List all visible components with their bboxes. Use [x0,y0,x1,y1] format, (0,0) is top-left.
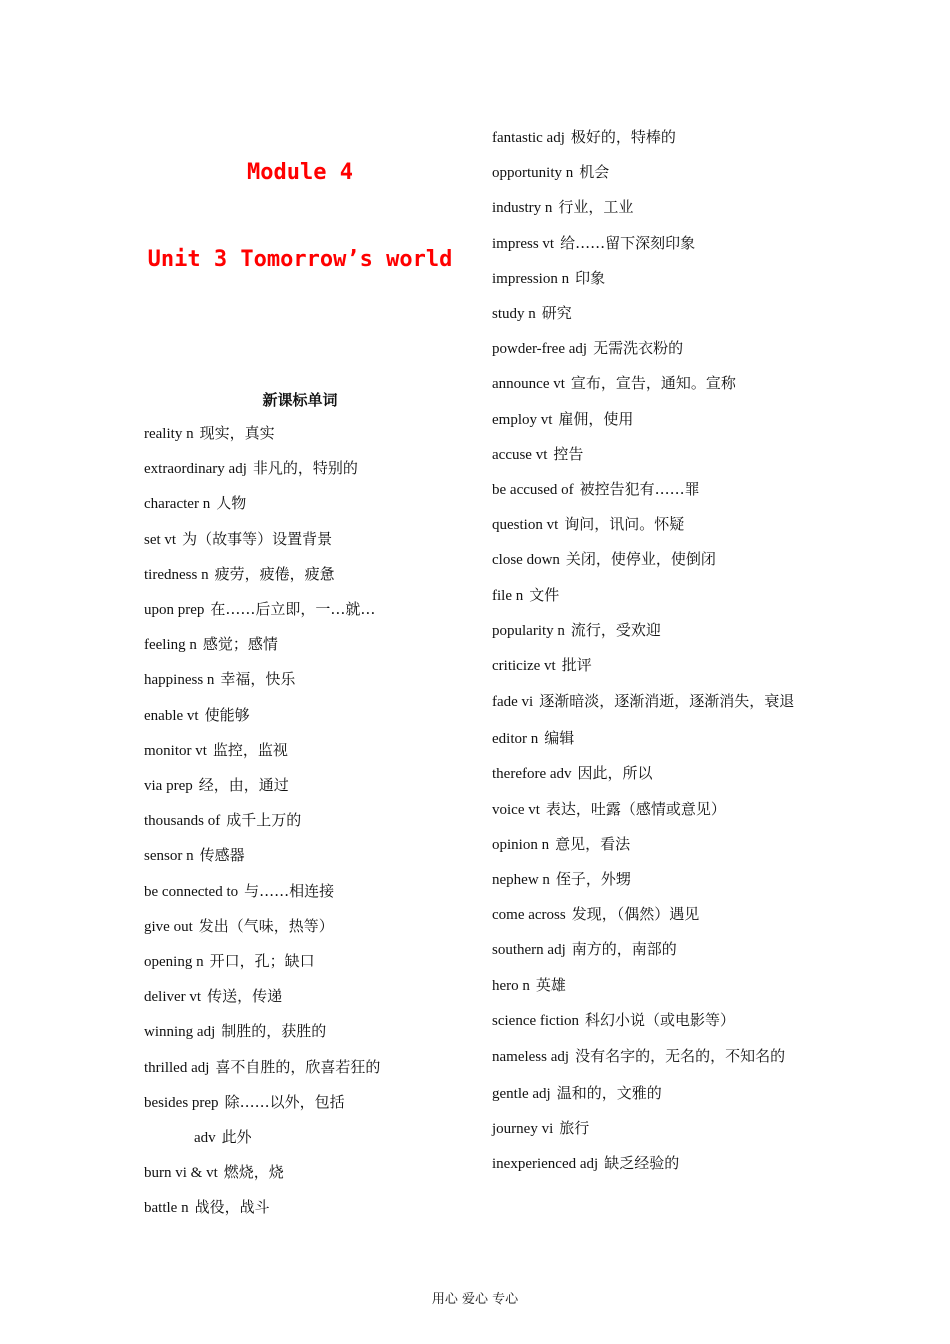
entry-word: adv [194,1130,216,1147]
entry-meaning: 制胜的，获胜的 [221,1022,327,1041]
entry-word: happiness n [144,672,215,689]
entry-meaning: 编辑 [544,729,575,748]
entry-meaning: 宣布，宣告，通知。宣称 [570,374,736,393]
entry-meaning: 为（故事等）设置背景 [182,529,333,548]
vocabulary-entry [492,437,812,472]
entry-meaning: 询问，讯问。怀疑 [564,515,685,534]
vocabulary-entry [492,507,812,542]
entry-meaning: 表达，吐露（感情或意见） [545,799,726,818]
vocabulary-entry [492,261,812,296]
entry-meaning: 印象 [575,268,606,287]
vocabulary-entry [492,296,812,331]
entry-word: fantastic adj [492,130,565,146]
entry-meaning: 成千上万的 [226,811,302,830]
entry-word: be connected to [144,883,239,900]
entry-meaning: 给……留下深刻印象 [560,233,696,252]
unit-title: Unit 3 Tomorrow’s world [147,247,453,272]
entry-meaning: 此外 [221,1128,252,1147]
vocabulary-entry [492,721,812,756]
entry-meaning: 缺乏经验的 [604,1154,680,1173]
entry-word: gentle adj [492,1086,551,1103]
page-footer: 用心 爱心 专心 [431,1292,519,1307]
entry-meaning: 极好的，特棒的 [570,128,676,146]
vocabulary-entry [144,1050,464,1085]
entry-word: editor n [492,731,539,748]
entry-meaning: 被控告犯有……罪 [579,480,700,499]
vocabulary-entry [492,1038,812,1076]
vocabulary-entry [144,768,464,803]
entry-word: extraordinary adj [144,461,247,478]
entry-word: therefore adv [492,766,572,783]
vocabulary-entry [144,944,464,979]
entry-word: thousands of [144,813,221,830]
entry-word: opportunity n [492,165,574,182]
entry-meaning: 战役，战斗 [194,1198,270,1217]
entry-word: powder-free adj [492,341,588,358]
vocabulary-entry [492,932,812,967]
vocabulary-entry [144,1014,464,1049]
vocabulary-entry [144,522,464,557]
entry-word: sensor n [144,848,194,865]
entry-meaning: 传送，传递 [207,987,283,1006]
vocabulary-entry [492,792,812,827]
entry-meaning: 现实，真实 [199,424,275,442]
section-heading: 新课标单词 [262,391,338,409]
entry-meaning: 非凡的，特别的 [252,459,358,478]
entry-meaning: 雇佣，使用 [558,409,634,428]
vocabulary-entry [492,472,812,507]
entry-meaning: 科幻小说（或电影等） [585,1010,736,1029]
entry-word: popularity n [492,622,565,639]
entry-meaning: 传感器 [199,846,245,865]
entry-meaning: 机会 [579,163,610,182]
entry-word: battle n [144,1200,189,1217]
vocabulary-entry [492,366,812,401]
entry-word: study n [492,306,536,323]
entry-meaning: 逐渐暗淡，逐渐消逝，逐渐消失，衰退 [539,692,795,711]
entry-meaning: 文件 [529,585,560,604]
vocabulary-entry [144,909,464,944]
vocabulary-entry [144,1190,464,1225]
entry-meaning: 开口，孔；缺口 [209,952,315,971]
entry-meaning: 没有名字的，无名的，不知名的 [575,1047,786,1066]
vocabulary-entry [492,683,812,721]
vocabulary-entry [492,155,812,190]
entry-meaning: 喜不自胜的，欣喜若狂的 [215,1057,381,1076]
entry-meaning: 旅行 [559,1119,590,1138]
module-title: Module 4 [247,160,353,185]
vocabulary-entry [144,592,464,627]
entry-word: feeling n [144,637,197,654]
entry-meaning: 经，由，通过 [198,776,289,795]
entry-meaning: 监控，监视 [212,740,288,759]
entry-meaning: 疲劳，疲倦，疲惫 [214,564,335,583]
entry-word: inexperienced adj [492,1156,599,1173]
entry-meaning: 感觉；感情 [202,635,278,654]
vocabulary-entry [144,662,464,697]
vocabulary-entry [492,968,812,1003]
vocabulary-entry [144,627,464,662]
entry-word: hero n [492,977,530,994]
vocabulary-entry [144,979,464,1014]
vocabulary-entry [144,1085,464,1120]
vocabulary-entry [492,402,812,437]
vocabulary-entry [144,733,464,768]
vocabulary-entry [144,451,464,486]
entry-meaning: 意见，看法 [555,834,631,853]
entry-word: journey vi [492,1121,554,1138]
vocabulary-entry [492,862,812,897]
vocabulary-entry [144,557,464,592]
entry-meaning: 无需洗衣粉的 [593,339,684,358]
vocabulary-entry [144,486,464,521]
entry-word: deliver vt [144,989,202,1006]
entry-meaning: 温和的，文雅的 [556,1084,662,1103]
entry-meaning: 英雄 [535,975,566,994]
entry-word: science fiction [492,1012,580,1029]
entry-word: upon prep [144,602,205,619]
entry-meaning: 幸福，快乐 [220,670,296,689]
entry-meaning: 人物 [216,494,247,513]
vocabulary-entry [492,542,812,577]
entry-meaning: 燃烧，烧 [223,1163,284,1182]
vocabulary-entry [492,190,812,225]
entry-word: opening n [144,954,204,971]
entry-word: besides prep [144,1094,219,1111]
entry-word: tiredness n [144,566,209,583]
vocabulary-list-right [492,120,812,1182]
entry-word: question vt [492,517,559,534]
entry-meaning: 除……以外，包括 [224,1092,345,1111]
entry-meaning: 流行，受欢迎 [570,620,661,639]
entry-word: close down [492,552,560,569]
entry-word: thrilled adj [144,1059,210,1076]
entry-word: monitor vt [144,742,207,759]
vocabulary-entry [492,1003,812,1038]
entry-word: file n [492,587,524,604]
entry-word: opinion n [492,836,550,853]
entry-meaning: 在……后立即，一…就… [210,600,376,619]
entry-word: accuse vt [492,446,548,463]
vocabulary-entry [492,1111,812,1146]
vocabulary-entry [492,648,812,683]
entry-meaning: 与……相连接 [244,881,335,900]
entry-word: impress vt [492,235,555,252]
entry-meaning: 关闭，使停业，使倒闭 [565,550,716,569]
entry-word: set vt [144,531,177,548]
entry-word: criticize vt [492,658,556,675]
entry-word: announce vt [492,376,565,393]
vocabulary-entry [492,756,812,791]
vocabulary-entry [492,1146,812,1181]
vocabulary-entry [144,698,464,733]
vocabulary-entry [492,1076,812,1111]
entry-meaning: 因此，所以 [577,764,653,783]
vocabulary-entry [492,226,812,261]
entry-word: be accused of [492,482,574,499]
vocabulary-entry [144,416,464,451]
entry-meaning: 南方的，南部的 [571,940,677,959]
entry-word: via prep [144,778,193,795]
entry-word: impression n [492,270,570,287]
vocabulary-entry [492,613,812,648]
entry-word: employ vt [492,411,553,428]
vocabulary-entry [144,1120,464,1155]
entry-word: voice vt [492,801,540,818]
vocabulary-entry [492,897,812,932]
entry-word: industry n [492,200,553,217]
entry-word: enable vt [144,707,199,724]
entry-meaning: 研究 [541,304,572,323]
entry-meaning: 使能够 [204,705,250,724]
vocabulary-entry [144,838,464,873]
vocabulary-entry [144,1155,464,1190]
entry-word: winning adj [144,1024,216,1041]
entry-meaning: 批评 [561,656,592,675]
entry-word: reality n [144,426,194,442]
vocabulary-entry [492,827,812,862]
vocabulary-entry [492,120,812,155]
entry-meaning: 侄子，外甥 [555,870,631,889]
vocabulary-entry [492,578,812,613]
entry-word: come across [492,907,566,924]
entry-meaning: 行业，工业 [558,198,634,217]
entry-word: burn vi & vt [144,1165,218,1182]
vocabulary-entry [144,874,464,909]
entry-word: nephew n [492,872,550,889]
entry-meaning: 控告 [553,444,584,463]
entry-meaning: 发出（气味，热等） [198,916,334,935]
vocabulary-entry [144,803,464,838]
entry-word: fade vi [492,694,534,711]
entry-word: give out [144,918,193,935]
vocabulary-list-left [144,416,464,1226]
vocabulary-entry [492,331,812,366]
entry-word: nameless adj [492,1049,570,1066]
entry-word: character n [144,496,211,513]
entry-meaning: 发现，（偶然）遇见 [571,905,700,924]
entry-word: southern adj [492,942,566,959]
